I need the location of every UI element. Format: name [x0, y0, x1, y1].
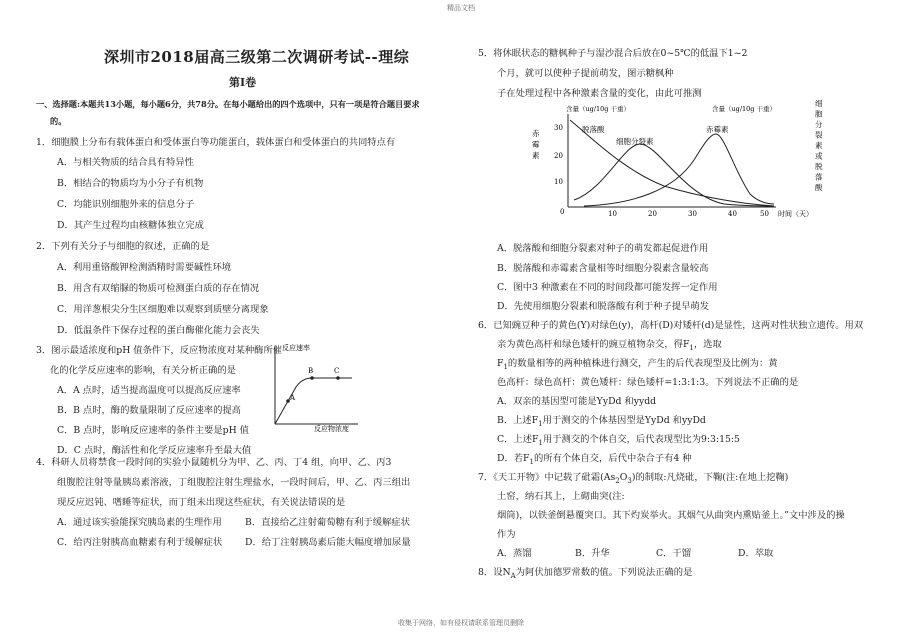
q4-option-c: C．给丙注射胰高血糖素有利于缓解症状 — [57, 537, 223, 548]
q7-stem-line2: 土窑，纳石其上，上砌曲突(注: — [497, 491, 625, 502]
q5-right-axis-char: 脱 — [815, 162, 823, 171]
q6-b-text2: 用于测交的个体基因型是YyDd 和yyDd — [542, 415, 706, 426]
q3-label-c: C — [334, 367, 340, 375]
q3-stem-cont: 化的化学反应速率的影响，有关分析正确的是 — [50, 365, 236, 376]
q5-stem: 5．将休眠状态的糖枫种子与湿沙混合后放在0~5℃的低温下1~2 — [478, 48, 748, 59]
q5-right-axis-char: 细 — [815, 100, 823, 108]
q3-label-b: B — [308, 367, 314, 375]
q6-sub: 1 — [538, 438, 543, 447]
q5-x-tick: 30 — [688, 210, 697, 218]
q1-option-a: A．与相关物质的结合具有特异性 — [57, 157, 194, 168]
q5-y-tick: 0 — [560, 208, 565, 216]
q2-option-b: B．用含有双缩脲的物质可检测蛋白质的存在情况 — [57, 283, 260, 294]
q5-option-c: C．图中3 种激素在不同的时间段都可能发挥一定作用 — [497, 282, 718, 293]
q5-ga-curve — [584, 134, 774, 206]
q3-y-label: 反应速率 — [282, 344, 310, 352]
q5-right-axis-char: 分 — [815, 120, 823, 129]
q6-sub: 1 — [538, 419, 543, 428]
q7-sub2: 2 — [615, 476, 620, 485]
q5-left-axis-char: 赤 — [532, 129, 540, 138]
q5-right-unit: 含量（ug/10g 干重） — [712, 105, 777, 113]
q6-line2-text: 亲为黄色高杆和绿色矮杆的豌豆植物杂交，得F — [497, 339, 690, 350]
q5-right-axis-char: 胞 — [815, 109, 823, 119]
q5-x-unit: 时间（天） — [778, 210, 813, 218]
q5-right-axis-label — [815, 100, 823, 192]
q5-x-tick: 10 — [608, 210, 617, 218]
q1-option-b: B．相结合的物质均为小分子有机物 — [57, 178, 204, 189]
page-header: 精品文档 — [447, 4, 475, 12]
q3-option-a: A．A 点时，适当提高温度可以提高反应速率 — [57, 385, 241, 396]
q5-x-tick: 50 — [760, 210, 769, 218]
q3-point-c — [336, 376, 340, 380]
q5-hormone-chart — [524, 100, 836, 230]
q3-option-d: D．C 点时，酶活性和化学反应速率升至最大值 — [57, 445, 252, 456]
q1-option-c: C．均能识别细胞外来的信息分子 — [57, 199, 195, 210]
q8-stem — [478, 564, 692, 580]
q7-stem-line1 — [478, 469, 788, 485]
q7-l1b: O — [619, 472, 628, 483]
q3-x-label: 反应物浓度 — [314, 425, 349, 432]
q2-option-a: A．利用重铬酸钾检测酒精时需要碱性环境 — [57, 262, 232, 273]
q6-line2-end: ，选取 — [693, 339, 722, 350]
q5-x-tick: 20 — [648, 210, 657, 218]
exam-title: 深圳市2018届高三级第二次调研考试--理综 — [104, 48, 410, 66]
section-heading: 一、选择题:本题共13小题，每小题6分，共78分。在每小题给出的四个选项中，只有一项是符合题目要求 — [36, 99, 420, 109]
q2-option-c: C．用洋葱根尖分生区细胞难以观察到质壁分离现象 — [57, 304, 269, 315]
q4-stem-cont2: 现反应迟钝、嗜睡等症状，而丁组未出现这些症状，有关说法错误的是 — [57, 497, 346, 508]
q5-stem-cont2: 子在处理过程中各种激素含量的变化，由此可推测 — [497, 88, 702, 99]
q7-sub3: 3 — [627, 476, 632, 485]
q5-option-a: A．脱落酸和细胞分裂素对种子的萌发都起促进作用 — [497, 243, 709, 254]
q6-c-text: C．上述F — [497, 434, 539, 445]
q3-option-b: B．B 点时，酶的数量限制了反应速率的提高 — [57, 405, 241, 416]
q5-option-b: B．脱落酸和赤霉素含量相等时细胞分裂素含量较高 — [497, 263, 709, 274]
q5-option-d: D．先使用细胞分裂素和脱落酸有利于种子提早萌发 — [497, 301, 709, 312]
q7-stem-line4: 作为 — [497, 529, 516, 540]
q7-option-d: D．萃取 — [738, 548, 774, 559]
q5-x-tick: 40 — [728, 210, 737, 218]
q6-line3-f: F — [497, 358, 504, 369]
q6-option-d — [497, 450, 692, 466]
q7-option-a: A．蒸馏 — [497, 548, 532, 559]
q5-right-axis-char: 或 — [815, 151, 823, 161]
q5-left-axis-label — [532, 128, 540, 160]
q6-stem-line4: 色高杆：绿色高杆：黄色矮杆：绿色矮杆=1:3:1:3。下列说法不正确的是 — [497, 377, 799, 388]
q5-ck-label: 细胞分裂素 — [616, 137, 654, 146]
page-footer: 收集于网络，如有侵权请联系管理员删除 — [398, 619, 524, 627]
q6-option-c — [497, 431, 740, 447]
q4-option-b: B．直接给乙注射葡萄糖有利于缓解症状 — [245, 517, 410, 528]
q2-option-d: D．低温条件下保存过程的蛋白酶催化能力会丧失 — [57, 325, 260, 336]
q8-sub: A — [510, 571, 516, 580]
q6-d-text2: 的所有个体自交，后代中杂合子有4 种 — [533, 453, 692, 464]
q6-stem-line3 — [497, 355, 778, 371]
q4-option-a: A．通过该实验能探究胰岛素的生理作用 — [57, 517, 222, 528]
q6-stem-line1: 6．已知豌豆种子的黄色(Y)对绿色(y)，高杆(D)对矮杆(d)是显性，这两对性状独立遗传。用双 — [478, 320, 864, 331]
q6-sub: 1 — [529, 457, 534, 466]
q5-right-axis-char: 素 — [815, 141, 823, 150]
q5-ga-label: 赤霉素 — [706, 125, 729, 134]
q7-option-c: C．干馏 — [656, 548, 692, 559]
q6-option-a: A．双亲的基因型可能是YyDd 和yydd — [497, 396, 657, 407]
q5-y-tick: 20 — [554, 152, 563, 160]
q2-stem: 2．下列有关分子与细胞的叙述，正确的是 — [36, 241, 210, 252]
q6-line3-text: 的数量相等的两种植株进行测交，产生的后代表现型及比例为：黄 — [507, 358, 778, 369]
volume-label: 第Ⅰ卷 — [229, 76, 257, 89]
q6-c-text2: 用于测交的个体自交，后代表现型比为9:3:15:5 — [542, 434, 740, 445]
q5-y-tick: 10 — [554, 178, 563, 186]
q3-option-c: C．B 点时，影响反应速率的条件主要是pH 值 — [57, 425, 249, 436]
q8-stem-b: 为阿伏加德罗常数的值。下列说法正确的是 — [515, 567, 693, 578]
q7-l1c: )的制取:凡烧砒，下鞠(注:在地上挖鞠) — [631, 472, 789, 483]
section-heading-cont: 的。 — [50, 116, 67, 126]
q5-aba-label: 脱落酸 — [582, 125, 605, 134]
q5-right-axis-char: 酸 — [815, 183, 823, 192]
q6-b-text: B．上述F — [497, 415, 539, 426]
q6-stem-line2 — [497, 336, 722, 352]
q6-d-text: D．若F — [497, 453, 530, 464]
q3-stem: 3．图示最适浓度和pH 值条件下，反应物浓度对某种酶所催 — [36, 345, 283, 356]
q5-right-axis-char: 落 — [815, 172, 823, 182]
q5-y-tick: 30 — [554, 124, 563, 132]
q5-left-axis-char: 霉 — [532, 140, 540, 149]
q4-stem-cont1: 组腹腔注射等量胰岛素溶液，丁组腹腔注射生理盐水，一段时间后，甲、乙、丙三组出 — [57, 477, 411, 488]
q5-stem-cont1: 个月，就可以使种子提前萌发，图示糖枫种 — [497, 68, 674, 79]
q4-stem: 4．科研人员将禁食一段时间的实验小鼠随机分为甲、乙、丙、丁4 组，向甲、乙、丙3 — [36, 457, 392, 468]
q4-option-d: D．给丁注射胰岛素后能大幅度增加尿量 — [245, 537, 411, 548]
q3-label-a: A — [290, 394, 296, 402]
q5-left-axis-char: 素 — [532, 151, 540, 160]
q5-ck-curve — [574, 144, 774, 206]
q6-option-b — [497, 412, 706, 428]
q6-sub: 1 — [503, 362, 508, 371]
q7-stem-line3: 烟筒)，以铁釜倒悬覆突口。其下灼炭举火。其烟气从曲突内熏贴釜上。”文中涉及的操 — [497, 510, 845, 521]
q6-sub: 1 — [689, 343, 694, 352]
q5-right-axis-char: 裂 — [815, 130, 823, 140]
q3-rate-graph — [262, 338, 362, 432]
q8-stem-a: 8．设N — [478, 567, 511, 578]
q7-option-b: B．升华 — [575, 548, 610, 559]
q1-option-d: D．其产生过程均由核糖体独立完成 — [57, 220, 204, 231]
q1-stem: 1．细胞膜上分布有载体蛋白和受体蛋白等功能蛋白，载体蛋白和受体蛋白的共同特点有 — [36, 137, 396, 148]
q7-l1a: 7．《天工开物》中记载了砒霜(As — [478, 472, 616, 483]
q5-left-unit: 含量（ug/10g 干重） — [566, 105, 631, 113]
q3-point-b — [310, 376, 314, 380]
